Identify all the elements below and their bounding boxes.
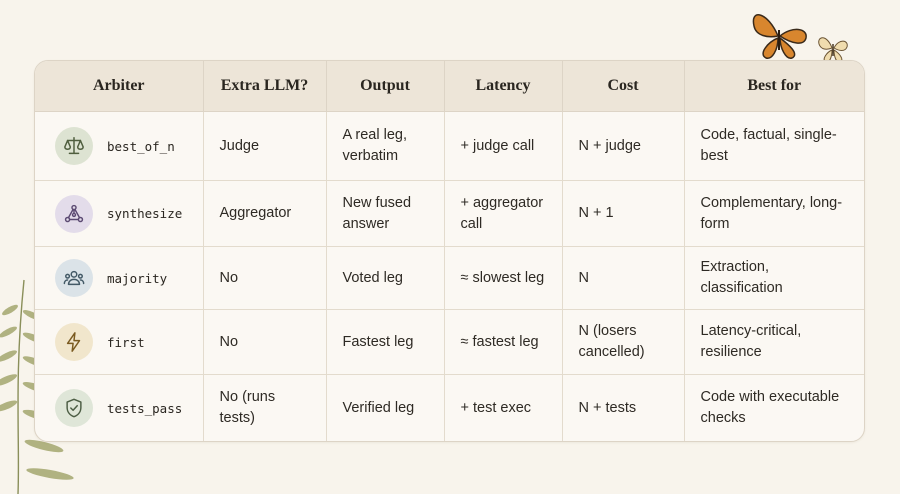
header-extra-llm: Extra LLM? [203, 61, 326, 112]
arbiter-cell [35, 181, 203, 247]
network-icon [55, 195, 93, 233]
arbiter-name: majority [107, 270, 168, 286]
output-cell: Verified leg [326, 375, 444, 441]
output-cell: Voted leg [326, 247, 444, 310]
best-for-cell: Code, factual, single-best [684, 112, 864, 181]
best-for-cell: Code with executable checks [700, 389, 840, 427]
extra-llm-cell: Judge [203, 112, 326, 181]
table-row [35, 375, 864, 441]
extra-llm-cell: No (runs tests) [203, 375, 326, 441]
cost-cell: N + 1 [562, 181, 684, 247]
header-cost: Cost [562, 61, 684, 112]
latency-cell: + aggregator call [444, 181, 562, 247]
latency-cell: ≈ fastest leg [444, 310, 562, 375]
arbiter-name: best_of_n [107, 138, 175, 154]
arbiter-cell [35, 310, 203, 375]
extra-llm-cell: No [203, 310, 326, 375]
arbiter-name: synthesize [107, 206, 183, 222]
header-arbiter: Arbiter [35, 61, 203, 112]
best-for-cell: Complementary, long-form [684, 181, 864, 247]
shield-check-icon [55, 389, 93, 427]
users-icon [55, 259, 93, 297]
arbiter-cell [35, 112, 203, 181]
latency-cell: + test exec [444, 375, 562, 441]
arbiter-name: tests_pass [107, 400, 183, 416]
output-cell: New fused answer [326, 181, 444, 247]
latency-cell: + judge call [444, 112, 562, 181]
best-for-cell: Extraction, classification [684, 247, 864, 310]
latency-cell: ≈ slowest leg [444, 247, 562, 310]
extra-llm-cell: Aggregator [203, 181, 326, 247]
scales-icon [55, 127, 93, 165]
arbiter-cell [35, 247, 203, 310]
cost-cell: N + judge [562, 112, 684, 181]
header-best-for: Best for [684, 61, 864, 112]
output-cell: Fastest leg [326, 310, 444, 375]
output-cell: A real leg, verbatim [326, 112, 444, 181]
table-header-row [35, 61, 864, 112]
butterfly-icon [748, 6, 810, 64]
extra-llm-cell: No [203, 247, 326, 310]
cost-cell: N + tests [562, 375, 684, 441]
arbiter-name: first [107, 334, 145, 350]
lightning-icon [55, 323, 93, 361]
table-row [35, 112, 864, 181]
arbiter-cell [35, 375, 203, 441]
best-for-cell: Latency-critical, resilience [684, 310, 864, 375]
arbiter-comparison-table [34, 60, 865, 442]
header-output: Output [326, 61, 444, 112]
header-latency: Latency [444, 61, 562, 112]
table-row [35, 310, 864, 375]
table-row [35, 181, 864, 247]
cost-cell: N [562, 247, 684, 310]
cost-cell: N (losers cancelled) [562, 310, 684, 375]
table-row [35, 247, 864, 310]
